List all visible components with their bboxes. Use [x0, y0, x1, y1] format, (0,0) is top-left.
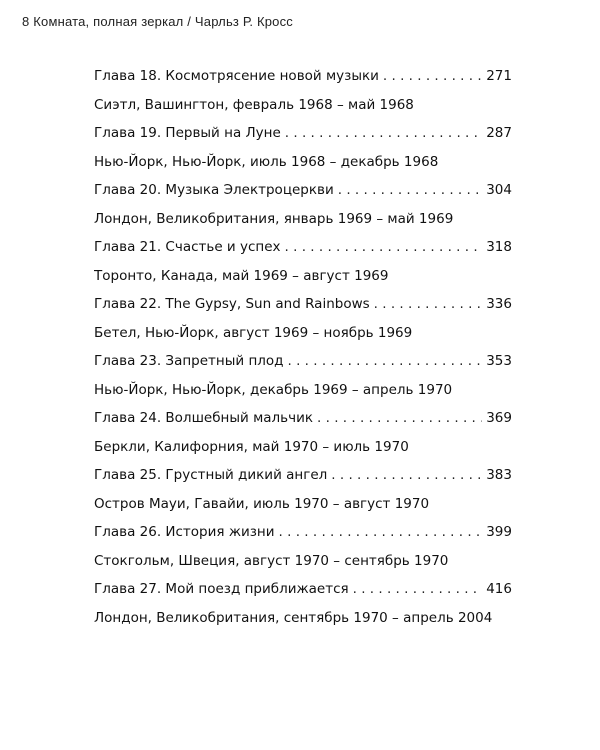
- chapter-page-number: 399: [486, 524, 512, 540]
- chapter-page-number: 318: [486, 239, 512, 255]
- chapter-page-number: 287: [486, 125, 512, 141]
- chapter-title: Глава 25. Грустный дикий ангел: [94, 467, 328, 483]
- chapter-page-number: 353: [486, 353, 512, 369]
- toc-place-line: Сиэтл, Вашингтон, февраль 1968 – май 1968: [94, 96, 414, 113]
- dot-leader: [374, 290, 483, 319]
- toc-chapter-entry: [94, 119, 512, 148]
- chapter-page-number: 369: [486, 410, 512, 426]
- toc-place-line: Нью-Йорк, Нью-Йорк, декабрь 1969 – апрель 1970: [94, 381, 453, 398]
- dot-leader: [331, 461, 482, 490]
- chapter-title: Глава 24. Волшебный мальчик: [94, 410, 314, 426]
- toc-chapter-entry: [94, 461, 512, 490]
- chapter-title: Глава 22. The Gypsy, Sun and Rainbows: [94, 296, 370, 312]
- toc-chapter-entry: [94, 290, 512, 319]
- toc-place-line: Остров Мауи, Гавайи, июль 1970 – август 1970: [94, 495, 430, 512]
- toc-place-line: Торонто, Канада, май 1969 – август 1969: [94, 267, 389, 284]
- chapter-title: Глава 19. Первый на Луне: [94, 125, 281, 141]
- toc-place-line: Лондон, Великобритания, сентябрь 1970 – апрель 2004: [94, 609, 493, 626]
- chapter-title: Глава 27. Мой поезд приближается: [94, 581, 349, 597]
- chapter-page-number: 304: [486, 182, 512, 198]
- toc-chapter-entry: [94, 233, 512, 262]
- chapter-title: Глава 23. Запретный плод: [94, 353, 284, 369]
- toc-chapter-entry: [94, 575, 512, 604]
- chapter-page-number: 416: [486, 581, 512, 597]
- toc-chapter-entry: [94, 176, 512, 205]
- toc-place-line: Нью-Йорк, Нью-Йорк, июль 1968 – декабрь 1968: [94, 153, 439, 170]
- chapter-title: Глава 26. История жизни: [94, 524, 275, 540]
- dot-leader: [338, 176, 482, 205]
- dot-leader: [353, 575, 483, 604]
- chapter-title: Глава 18. Космотрясение новой музыки: [94, 68, 379, 84]
- toc-chapter-entry: [94, 347, 512, 376]
- dot-leader: [383, 62, 482, 91]
- running-header: 8 Комната, полная зеркал / Чарльз Р. Кросс: [22, 14, 293, 29]
- dot-leader: [279, 518, 483, 547]
- table-of-contents: [94, 62, 512, 632]
- chapter-title: Глава 20. Музыка Электроцеркви: [94, 182, 334, 198]
- toc-chapter-entry: [94, 404, 512, 433]
- toc-place-line: Лондон, Великобритания, январь 1969 – май 1969: [94, 210, 454, 227]
- chapter-page-number: 336: [486, 296, 512, 312]
- toc-place-line: Стокгольм, Швеция, август 1970 – сентябрь 1970: [94, 552, 449, 569]
- toc-chapter-entry: [94, 62, 512, 91]
- toc-chapter-entry: [94, 518, 512, 547]
- chapter-page-number: 383: [486, 467, 512, 483]
- dot-leader: [285, 233, 483, 262]
- dot-leader: [285, 119, 482, 148]
- dot-leader: [288, 347, 483, 376]
- chapter-page-number: 271: [486, 68, 512, 84]
- toc-place-line: Бетел, Нью-Йорк, август 1969 – ноябрь 1969: [94, 324, 413, 341]
- dot-leader: [317, 404, 482, 433]
- chapter-title: Глава 21. Счастье и успех: [94, 239, 281, 255]
- toc-place-line: Беркли, Калифорния, май 1970 – июль 1970: [94, 438, 409, 455]
